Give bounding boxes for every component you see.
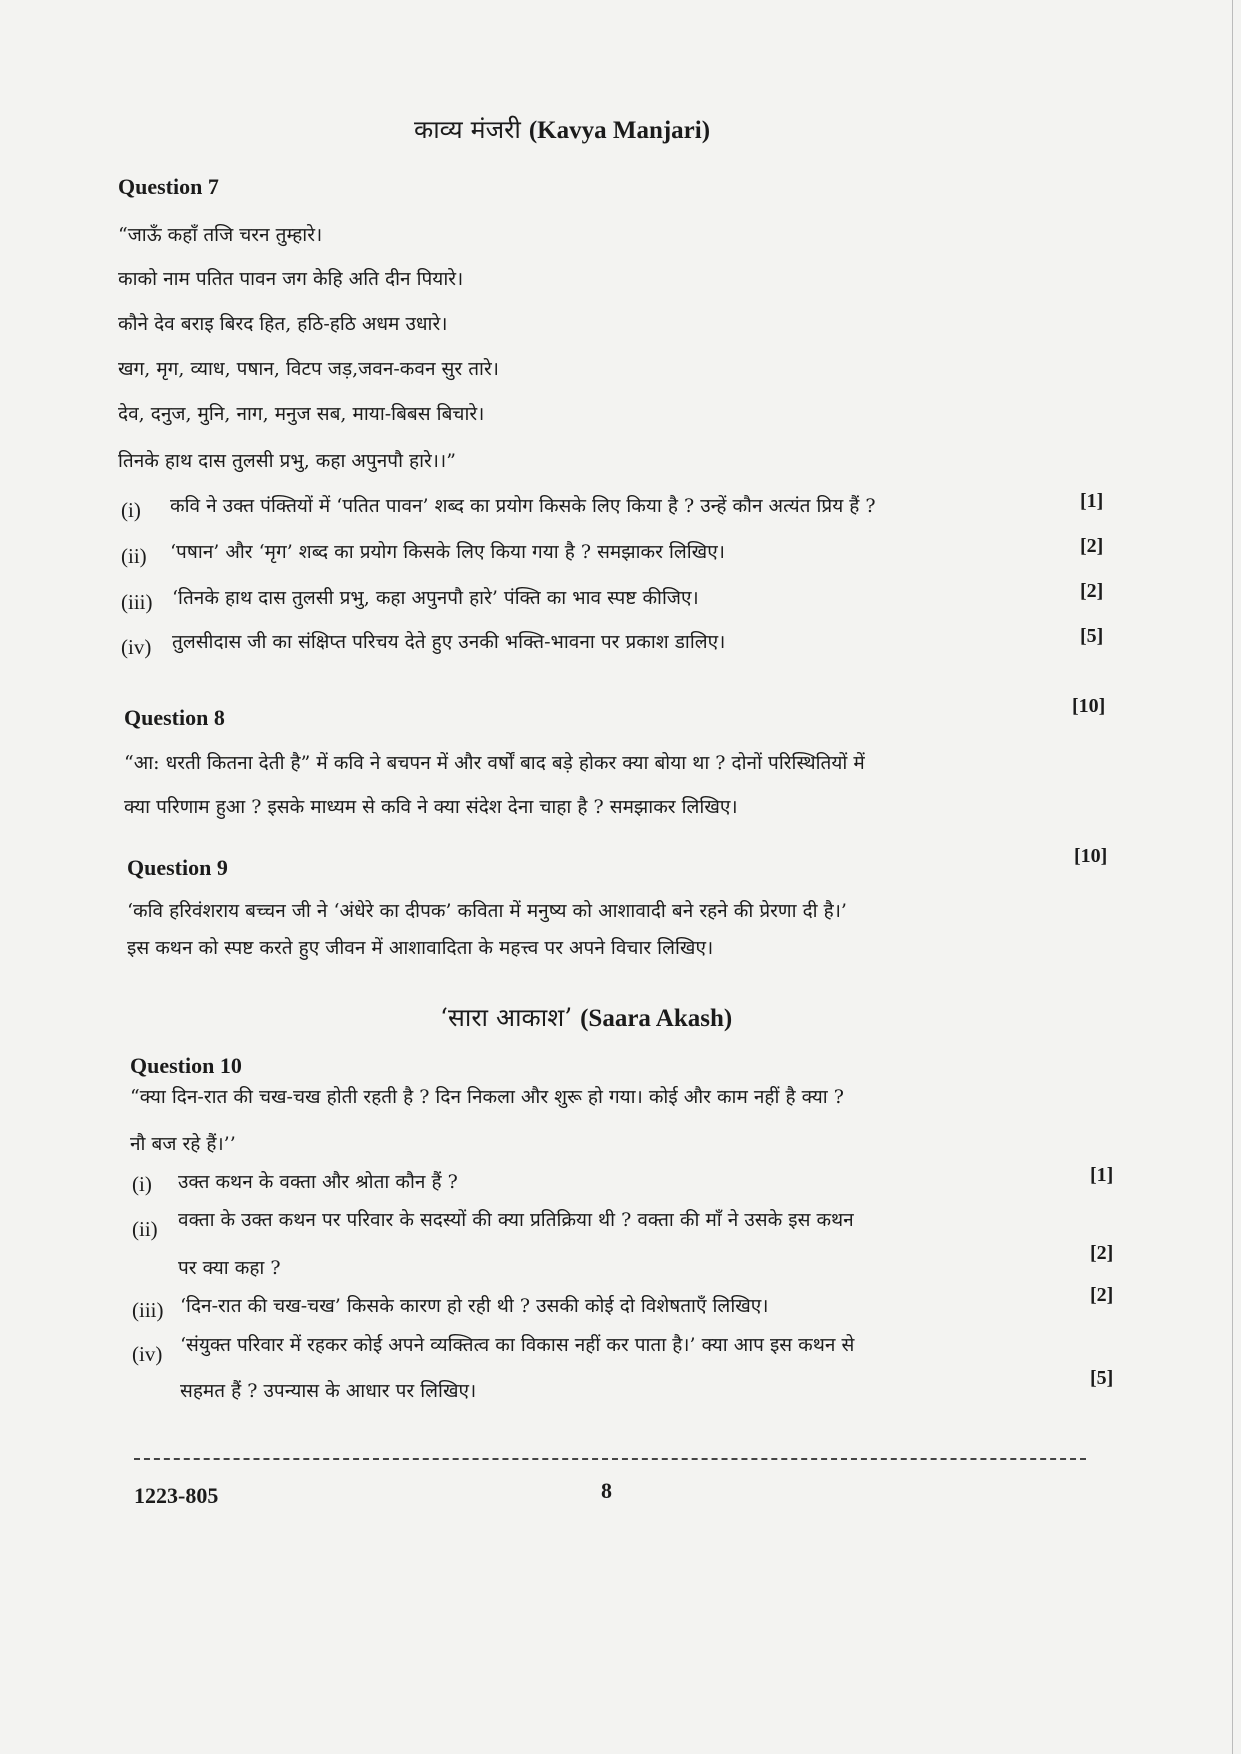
page-edge [1232, 0, 1233, 1754]
part-text: ‘पषान’ और ‘मृग’ शब्द का प्रयोग किसके लिए किया गया है ? समझाकर लिखिए। [170, 541, 725, 563]
question-10-heading: Question 10 [130, 1053, 242, 1078]
part-number: (ii) [132, 1217, 158, 1241]
verse-line: देव, दनुज, मुनि, नाग, मनुज सब, माया-बिबस बिचारे। [118, 403, 485, 425]
question-9-heading: Question 9 [127, 855, 228, 880]
section-title-hindi: ‘सारा आकाश’ [440, 1003, 573, 1032]
part-number: (iv) [121, 635, 152, 659]
part-text: वक्ता के उक्त कथन पर परिवार के सदस्यों की क्या प्रतिक्रिया थी ? वक्ता की माँ ने उसके इस कथन [178, 1209, 854, 1231]
question-text-line: “आ: धरती कितना देती है” में कवि ने बचपन में और वर्षों बाद बड़े होकर क्या बोया था ? दोनों परिस्थितियों में [124, 752, 865, 774]
part-text: ‘संयुक्त परिवार में रहकर कोई अपने व्यक्तित्व का विकास नहीं कर पाता है।’ क्या आप इस कथन से [180, 1334, 855, 1356]
marks: [1] [1080, 490, 1104, 512]
verse-line: तिनके हाथ दास तुलसी प्रभु, कहा अपुनपौ हारे।।” [118, 450, 456, 472]
part-text: पर क्या कहा ? [178, 1257, 281, 1279]
part-number: (iii) [132, 1298, 164, 1322]
quote-line: “क्या दिन-रात की चख-चख होती रहती है ? दिन निकला और शुरू हो गया। कोई और काम नहीं है क्या ? [130, 1086, 844, 1108]
verse-line: कौने देव बराइ बिरद हित, हठि-हठि अधम उधारे। [118, 313, 448, 335]
part-text: ‘दिन-रात की चख-चख’ किसके कारण हो रही थी ? उसकी कोई दो विशेषताएँ लिखिए। [180, 1295, 769, 1317]
part-text: उक्त कथन के वक्ता और श्रोता कौन हैं ? [178, 1171, 458, 1193]
page-number: 8 [601, 1478, 612, 1503]
part-text: ‘तिनके हाथ दास तुलसी प्रभु, कहा अपुनपौ हारे’ पंक्ति का भाव स्पष्ट कीजिए। [172, 587, 699, 609]
marks: [2] [1090, 1284, 1114, 1306]
question-7-heading: Question 7 [118, 174, 219, 199]
verse-line: खग, मृग, व्याध, पषान, विटप जड़,जवन-कवन सुर तारे। [118, 358, 499, 380]
part-number: (iv) [132, 1342, 163, 1366]
section-title-english: (Saara Akash) [580, 1005, 733, 1032]
question-text-line: इस कथन को स्पष्ट करते हुए जीवन में आशावादिता के महत्त्व पर अपने विचार लिखिए। [127, 937, 714, 959]
section-title-saara-akash [440, 1000, 732, 1034]
marks: [10] [1072, 695, 1106, 717]
marks: [10] [1074, 845, 1108, 867]
marks: [1] [1090, 1164, 1114, 1186]
part-text: सहमत हैं ? उपन्यास के आधार पर लिखिए। [180, 1380, 477, 1402]
marks: [5] [1080, 625, 1104, 647]
question-text-line: क्या परिणाम हुआ ? इसके माध्यम से कवि ने क्या संदेश देना चाहा है ? समझाकर लिखिए। [124, 796, 738, 818]
quote-line: नौ बज रहे हैं।’’ [130, 1133, 236, 1155]
part-number: (i) [121, 498, 141, 522]
part-text: तुलसीदास जी का संक्षिप्त परिचय देते हुए उनकी भक्ति-भावना पर प्रकाश डालिए। [172, 631, 726, 653]
part-text: कवि ने उक्त पंक्तियों में ‘पतित पावन’ शब्द का प्रयोग किसके लिए किया है ? उन्हें कौन अत्यंत प्रिय हैं ? [170, 495, 876, 517]
section-title-kavya-manjari [414, 112, 710, 146]
marks: [2] [1080, 535, 1104, 557]
paper-code: 1223-805 [134, 1483, 219, 1508]
marks: [2] [1080, 580, 1104, 602]
verse-line: “जाऊँ कहाँ तजि चरन तुम्हारे। [118, 224, 323, 246]
footer-dashed-rule [134, 1458, 1086, 1460]
section-title-hindi: काव्य मंजरी [414, 115, 521, 144]
part-number: (i) [132, 1172, 152, 1196]
marks: [5] [1090, 1367, 1114, 1389]
question-8-heading: Question 8 [124, 705, 225, 730]
verse-line: काको नाम पतित पावन जग केहि अति दीन पियारे। [118, 268, 464, 290]
part-number: (ii) [121, 544, 147, 568]
marks: [2] [1090, 1242, 1114, 1264]
part-number: (iii) [121, 590, 153, 614]
question-text-line: ‘कवि हरिवंशराय बच्चन जी ने ‘अंधेरे का दीपक’ कविता में मनुष्य को आशावादी बने रहने की प्रेरणा दी है।’ [127, 900, 847, 922]
section-title-english: (Kavya Manjari) [528, 117, 711, 144]
